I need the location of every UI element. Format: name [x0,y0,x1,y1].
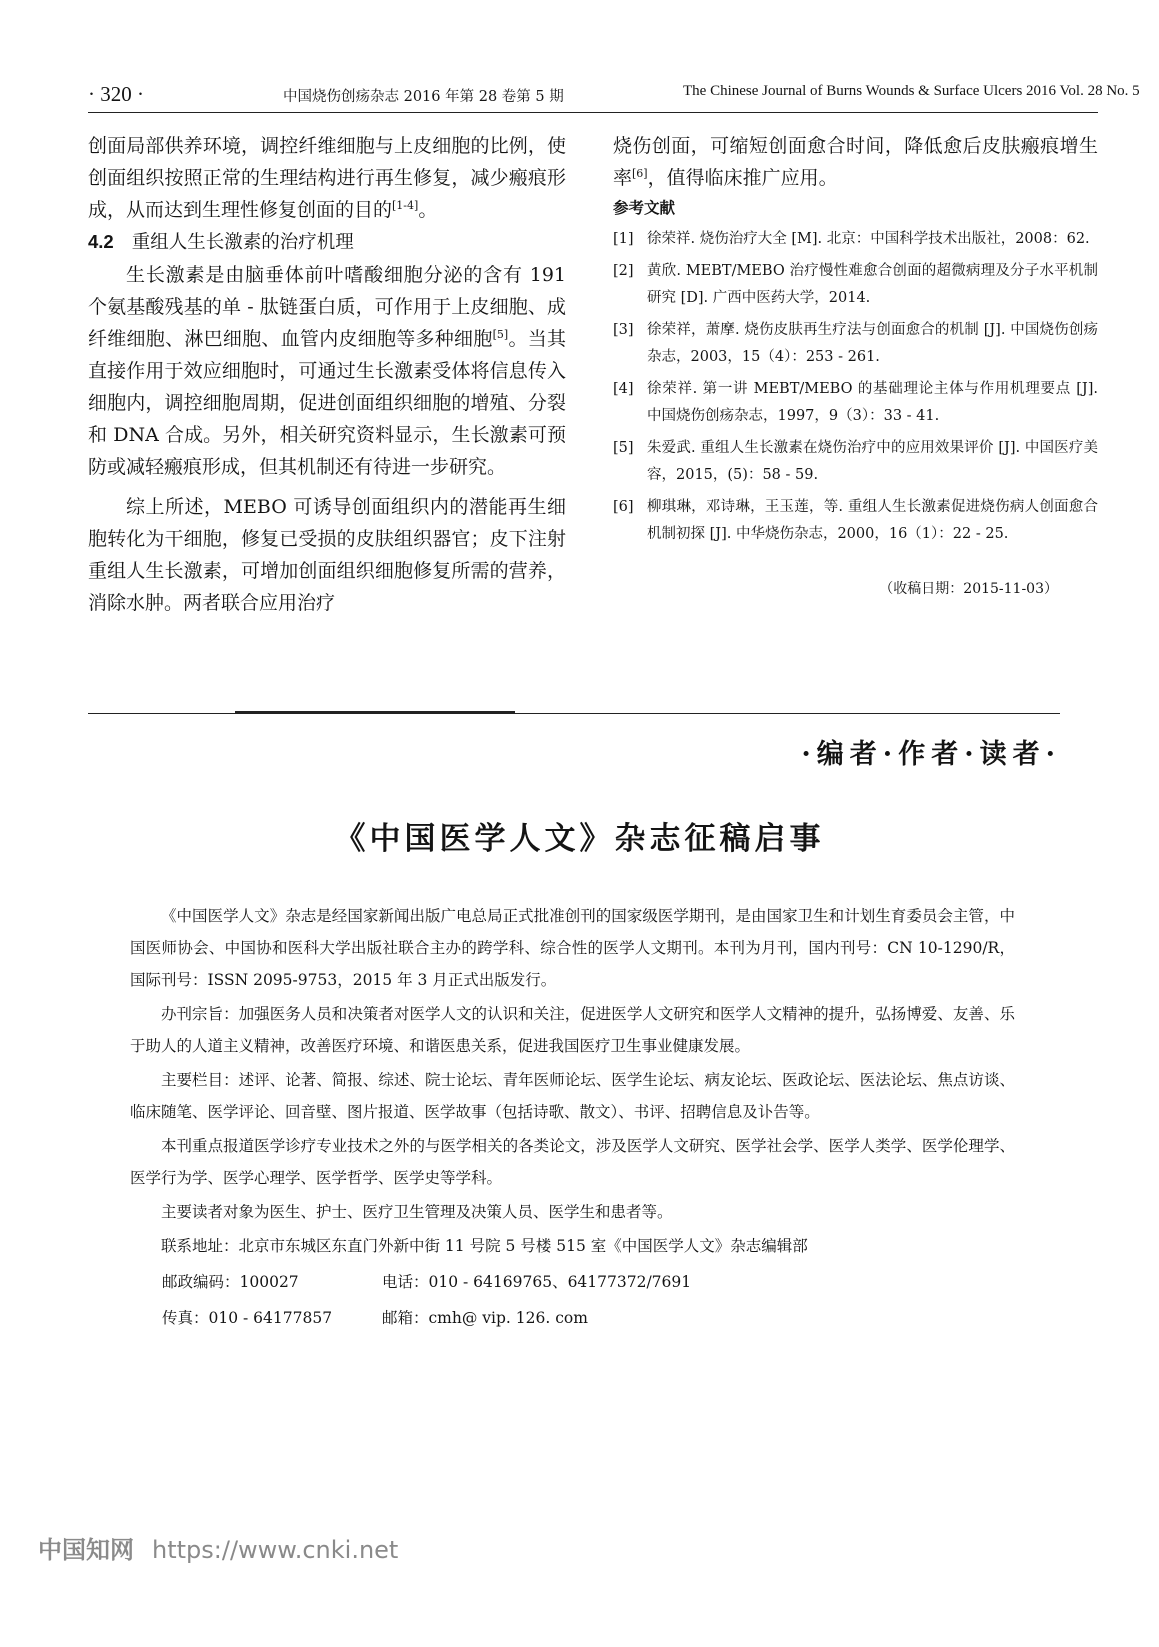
cnki-watermark [38,1530,398,1565]
references-heading: 参考文献 [613,200,676,217]
page-number: · 320 · [88,82,144,106]
body-paragraph: 创面局部供养环境，调控纤维细胞与上皮细胞的比例，使创面组织按照正常的生理结构进行再生修复，减少瘢痕形成，从而达到生理性修复创面的目的[1-4]。 [88,135,566,221]
reference-item: [2] 黄欣. MEBT/MEBO 治疗慢性难愈合创面的超微病理及分子水平机制研究 [D]. 广西中医药大学，2014. [613,263,1098,306]
citation[interactable]: [1-4] [392,199,419,212]
fax: 传真：010 - 64177857 [162,1309,333,1327]
postcode: 邮政编码：100027 [162,1273,299,1291]
reference-item: [5] 朱爱武. 重组人生长激素在烧伤治疗中的应用效果评价 [J]. 中国医疗美容，2015，(5)：58 - 59. [613,440,1098,483]
body-paragraph: 生长激素是由脑垂体前叶嗜酸细胞分泌的含有 191 个氨基酸残基的单 - 肽链蛋白质，可作用于上皮细胞、成纤维细胞、淋巴细胞、血管内皮细胞等多种细胞[5]。当其直接作用于效应细胞时，可通过生长激素受体将信息传入细胞内，调控细胞周期，促进创面组织细胞的增殖、分裂和 DNA 合成。另外，相关研究资料显示，生长激素可预防或减轻瘢痕形成，但其机制还有待进一步研究。 [88,264,566,478]
left-column [88,130,566,619]
notice-paragraph: 《中国医学人文》杂志是经国家新闻出版广电总局正式批准创刊的国家级医学期刊，是由国家卫生和计划生育委员会主管，中国医师协会、中国协和医科大学出版社联合主办的跨学科、综合性的医学人文期刊。本刊为月刊，国内刊号：CN 10-1290/R，国际刊号：ISSN 2095-9753，2015 年 3 月正式出版发行。 [130,907,1015,989]
journal-title-en: The Chinese Journal of Burns Wounds & Surface Ulcers 2016 Vol. 28 No. 5 [683,83,1140,99]
body-paragraph: 综上所述，MEBO 可诱导创面组织内的潜能再生细胞转化为干细胞，修复已受损的皮肤组织器官；皮下注射重组人生长激素，可增加创面组织细胞修复所需的营养，消除水肿。两者联合应用治疗 [88,496,566,614]
section-number: 4.2 [88,231,114,252]
right-column [613,130,1098,600]
contact-row [130,1264,1015,1300]
column-title: ·编者·作者·读者· [801,739,1061,770]
phone: 电话：010 - 64169765、64177372/7691 [382,1273,692,1291]
citation[interactable]: [6] [632,167,648,180]
notice-paragraph: 主要读者对象为医生、护士、医疗卫生管理及决策人员、医学生和患者等。 [161,1203,673,1221]
reference-item: [4] 徐荣祥. 第一讲 MEBT/MEBO 的基础理论主体与作用机理要点 [J]. 中国烧伤创疡杂志，1997，9（3）：33 - 41. [613,381,1098,424]
reference-item: [6] 柳琪琳，邓诗琳，王玉莲，等. 重组人生长激素促进烧伤病人创面愈合机制初探 [J]. 中华烧伤杂志，2000，16（1）：22 - 25. [613,499,1098,542]
notice-paragraph: 办刊宗旨：加强医务人员和决策者对医学人文的认识和关注，促进医学人文研究和医学人文精神的提升，弘扬博爱、友善、乐于助人的人道主义精神，改善医疗环境、和谐医患关系，促进我国医疗卫生事业健康发展。 [130,1005,1015,1055]
notice-paragraph: 主要栏目：述评、论著、简报、综述、院士论坛、青年医师论坛、医学生论坛、病友论坛、医政论坛、医法论坛、焦点访谈、临床随笔、医学评论、回音壁、图片报道、医学故事（包括诗歌、散文）、书评、招聘信息及讣告等。 [130,1071,1015,1121]
cnki-logo: 中国知网 [38,1536,134,1564]
contact-address: 联系地址：北京市东城区东直门外新中街 11 号院 5 号楼 515 室《中国医学人文》杂志编辑部 [161,1237,808,1255]
email[interactable]: 邮箱：cmh@ vip. 126. com [382,1309,588,1327]
running-header [88,80,1140,113]
section-divider-accent [235,711,515,714]
notice-body [130,900,1015,1336]
section-heading [88,226,566,259]
notice-title: 《中国医学人文》杂志征稿启事 [334,821,825,857]
section-divider [88,713,1060,714]
reference-item: [3] 徐荣祥，萧摩. 烧伤皮肤再生疗法与创面愈合的机制 [J]. 中国烧伤创疡杂志，2003，15（4）：253 - 261. [613,322,1098,365]
notice-paragraph: 本刊重点报道医学诊疗专业技术之外的与医学相关的各类论文，涉及医学人文研究、医学社会学、医学人类学、医学伦理学、医学行为学、医学心理学、医学哲学、医学史等学科。 [130,1137,1015,1187]
contact-row [130,1300,1015,1336]
cnki-url[interactable]: https://www.cnki.net [152,1536,399,1564]
citation[interactable]: [5] [492,328,509,341]
journal-title-cn: 中国烧伤创疡杂志 2016 年第 28 卷第 5 期 [283,89,564,105]
received-date: （收稿日期：2015-11-03） [879,581,1058,597]
section-title: 重组人生长激素的治疗机理 [131,232,354,253]
body-paragraph: 烧伤创面，可缩短创面愈合时间，降低愈后皮肤瘢痕增生率[6]，值得临床推广应用。 [613,135,1098,189]
reference-list [613,226,1098,548]
reference-item: [1] 徐荣祥. 烧伤治疗大全 [M]. 北京：中国科学技术出版社，2008：62. [613,231,1090,247]
